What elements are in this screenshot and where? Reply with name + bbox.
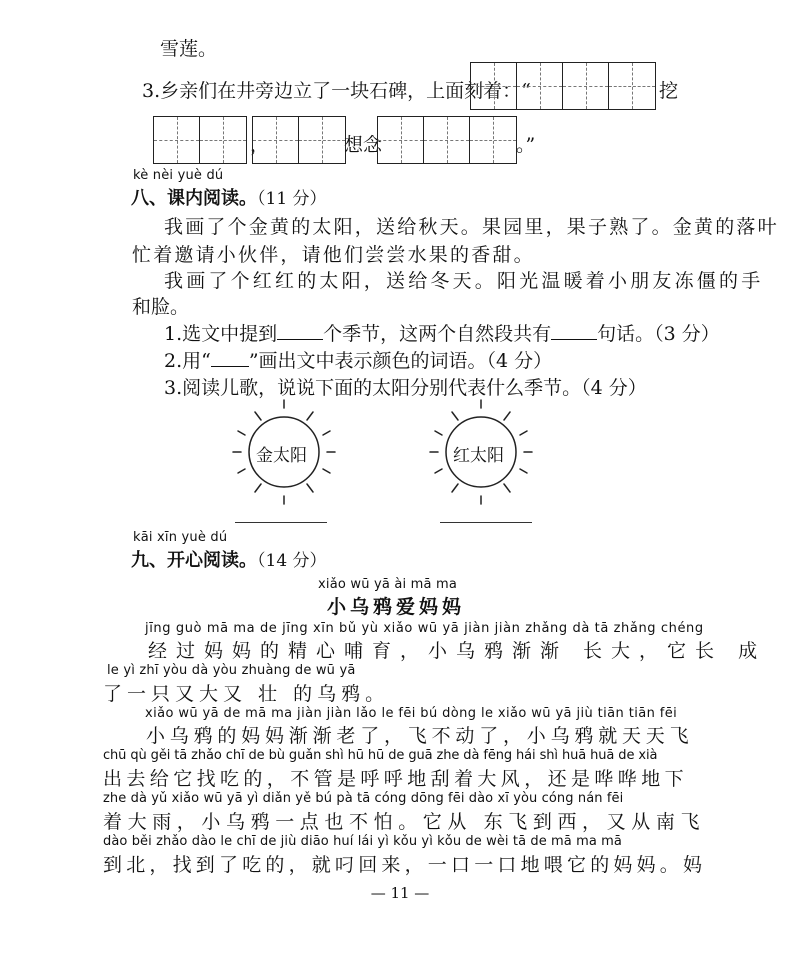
section8-para1-line2: 忙着邀请小伙伴，请他们尝尝水果的香甜。 xyxy=(132,244,535,266)
section8-score: （11 分） xyxy=(257,189,327,209)
sun2-label: 红太阳 xyxy=(453,446,504,466)
story-title-pinyin: xiǎo wū yā ài mā ma xyxy=(318,577,458,592)
section8-q3: 3.阅读儿歌，说说下面的太阳分别代表什么季节。（4 分） xyxy=(164,377,647,399)
q7-item3-prefix: 3.乡亲们在井旁边立了一块石碑，上面刻着：“ xyxy=(142,80,531,102)
story-text-line: 小乌鸦的妈妈渐渐老了，飞不动了，小乌鸦就天天飞 xyxy=(146,725,694,747)
section9-heading: 九、开心阅读。（14 分） xyxy=(131,550,327,571)
story-text-line: 着大雨，小乌鸦一点也不怕。它从 东飞到西，又从南飞 xyxy=(103,811,706,833)
section8-para1-line1: 我画了个金黄的太阳，送给秋天。果园里，果子熟了。金黄的落叶 xyxy=(164,216,779,238)
story-title: 小乌鸦爱妈妈 xyxy=(327,596,466,618)
sun1-answer-line[interactable] xyxy=(235,522,327,523)
story-text-line: 经过妈妈的精心哺育，小乌鸦渐渐 长大，它长 成 xyxy=(148,640,767,662)
q7-tail-text: 雪莲。 xyxy=(160,38,218,60)
answer-grid-1[interactable] xyxy=(470,62,656,110)
q7-comma: ， xyxy=(250,134,270,156)
section8-q1: 1.选文中提到 个季节，这两个自然段共有 句话。（3 分） xyxy=(164,323,720,345)
q7-end: 。” xyxy=(516,134,536,156)
q1-blank-2[interactable] xyxy=(551,321,597,340)
q7-char-wa: 挖 xyxy=(659,80,679,102)
story-text-line: 了一只又大又 壮 的乌鸦。 xyxy=(103,683,390,705)
section9-score: （14 分） xyxy=(257,551,327,571)
sun2-answer-line[interactable] xyxy=(440,522,532,523)
section8-heading: 八、课内阅读。（11 分） xyxy=(131,188,327,209)
answer-grid-4[interactable] xyxy=(377,116,517,164)
section8-para2-line1: 我画了个红红的太阳，送给冬天。阳光温暖着小朋友冻僵的手 xyxy=(164,270,764,292)
story-pinyin-line: le yì zhī yòu dà yòu zhuàng de wū yā xyxy=(107,663,356,678)
answer-grid-3[interactable] xyxy=(252,116,346,164)
story-text-line: 出去给它找吃的，不管是呼呼地刮着大风，还是哗哗地下 xyxy=(103,768,689,790)
q1-blank-1[interactable] xyxy=(277,321,323,340)
section8-para2-line2: 和脸。 xyxy=(132,296,190,318)
story-pinyin-line: chū qù gěi tā zhǎo chī de bù guǎn shì hū hū de guā zhe dà fēng hái shì huā huā de xià xyxy=(103,748,658,763)
story-pinyin-line: dào běi zhǎo dào le chī de jiù diāo huí lái yì kǒu yì kǒu de wèi tā de mā ma mā xyxy=(103,834,622,849)
story-pinyin-line: zhe dà yǔ xiǎo wū yā yì diǎn yě bú pà tā cóng dōng fēi dào xī yòu cóng nán fēi xyxy=(103,791,624,806)
story-pinyin-line: xiǎo wū yā de mā ma jiàn jiàn lǎo le fēi bú dòng le xiǎo wū yā jiù tiān tiān fēi xyxy=(145,706,678,721)
story-pinyin-line: jīng guò mā ma de jīng xīn bǔ yù xiǎo wū yā jiàn jiàn zhǎng dà tā zhǎng chéng xyxy=(145,621,704,636)
q7-mid-text: 想念 xyxy=(344,134,383,156)
section9-pinyin: kāi xīn yuè dú xyxy=(133,530,228,545)
story-text-line: 到北，找到了吃的，就叼回来，一口一口地喂它的妈妈。妈 xyxy=(103,854,707,876)
section8-q2: 2.用“ ”画出文中表示颜色的词语。（4 分） xyxy=(164,350,553,372)
section8-pinyin: kè nèi yuè dú xyxy=(133,168,224,183)
answer-grid-2[interactable] xyxy=(153,116,247,164)
q2-underline-sample xyxy=(211,348,249,367)
sun1-label: 金太阳 xyxy=(256,446,307,466)
page-number: — 11 — xyxy=(370,884,430,902)
